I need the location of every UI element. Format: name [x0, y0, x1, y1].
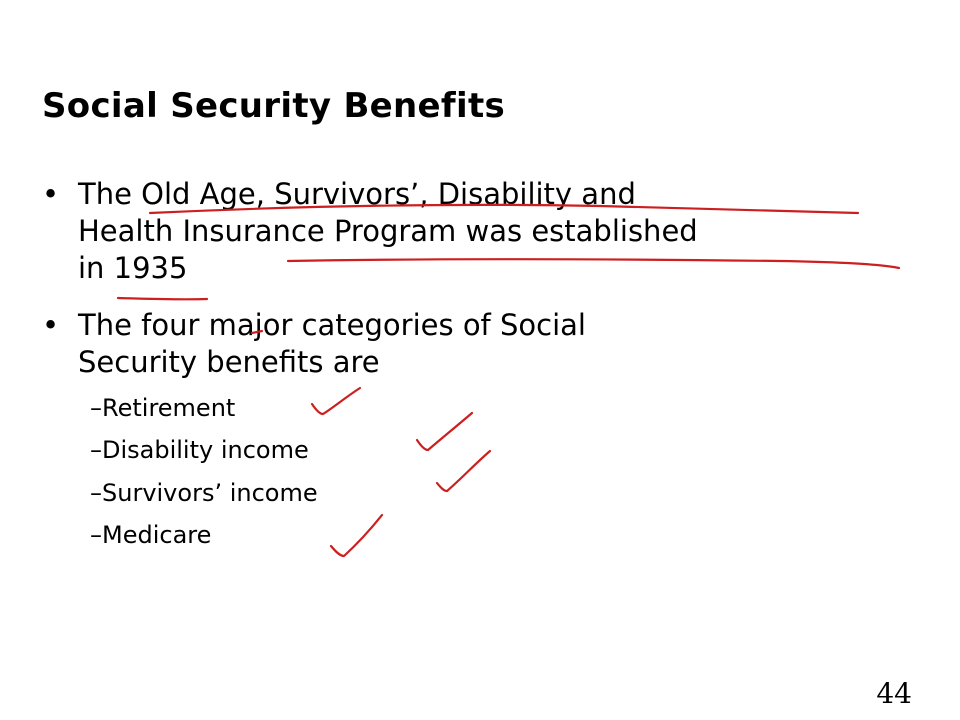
checkmark-ink-mark [312, 388, 360, 414]
slide-title: Social Security Benefits [42, 86, 506, 126]
bullet-text [78, 307, 586, 381]
bullet-line: in 1935 [78, 251, 188, 285]
sub-item-survivors-income: –Survivors’ income [90, 479, 318, 507]
bullet-line: The Old Age, Survivors’, Disability and [78, 177, 636, 211]
bullet-text [78, 176, 698, 287]
bullet-line: Security benefits are [78, 345, 380, 379]
sub-item-disability-income: –Disability income [90, 436, 309, 464]
bullet-line: The four major categories of Social [78, 308, 586, 342]
sub-item-retirement: –Retirement [90, 394, 236, 422]
checkmark-ink-mark [437, 451, 490, 491]
bullet-marker: • [42, 308, 60, 342]
sub-item-medicare: –Medicare [90, 521, 212, 549]
checkmark-ink-mark [417, 413, 472, 450]
bullet-line: Health Insurance Program was established [78, 214, 698, 248]
checkmark-ink-mark [331, 515, 382, 556]
underline-ink-mark [118, 298, 207, 299]
page-number: 44 [876, 677, 912, 710]
bullet-marker: • [42, 177, 60, 211]
